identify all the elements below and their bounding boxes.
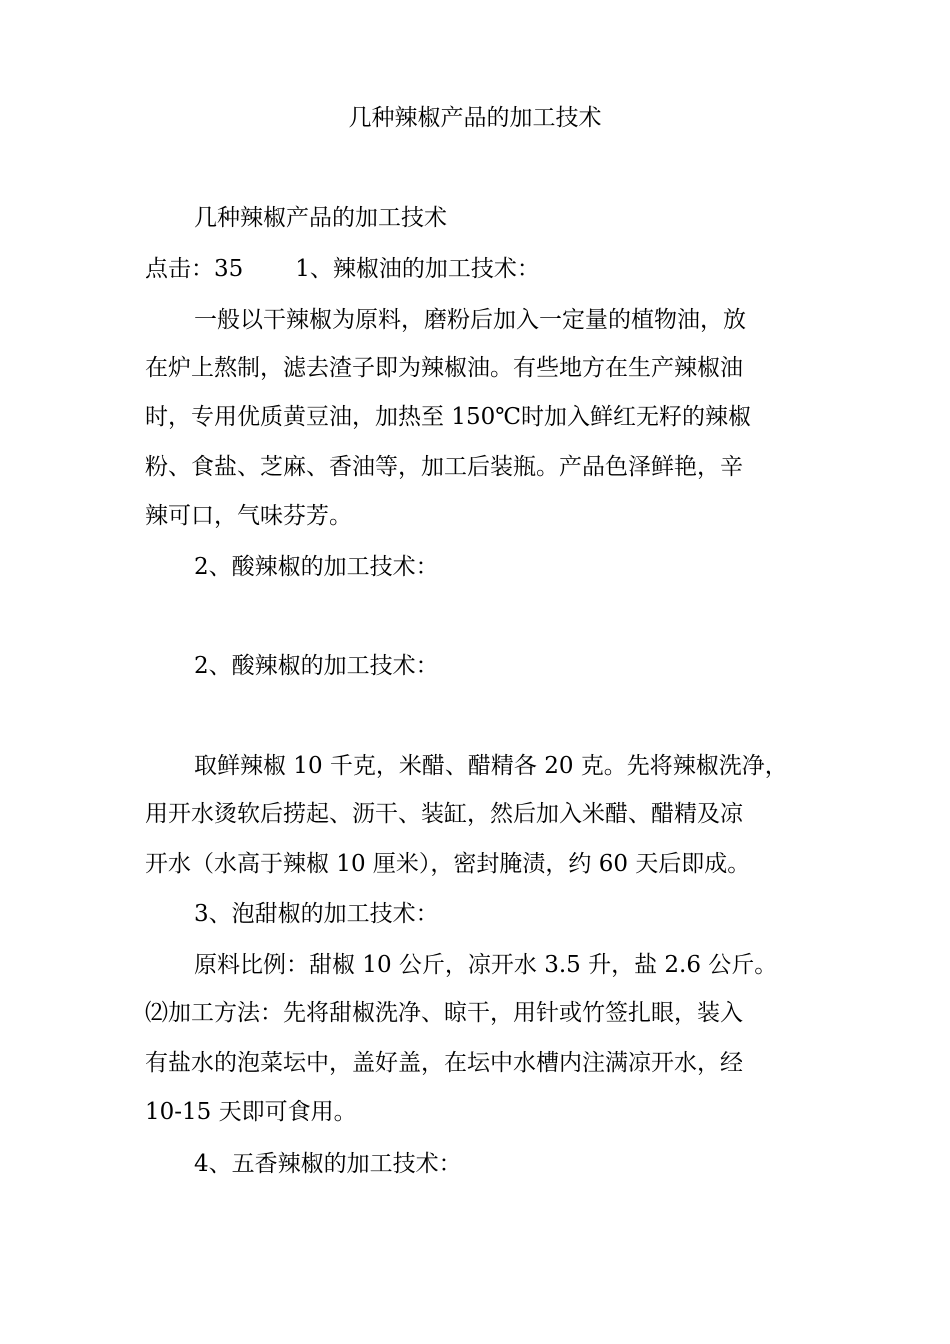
section2-line-3: 开水（水高于辣椒 10 厘米），密封腌渍，约 60 天后即成。 (145, 851, 751, 877)
section1-line-3: 时，专用优质黄豆油，加热至 150℃时加入鲜红无籽的辣椒 (145, 404, 751, 430)
section1-line-2: 在炉上熬制，滤去渣子即为辣椒油。有些地方在生产辣椒油 (145, 355, 743, 381)
section1-line-1: 一般以干辣椒为原料，磨粉后加入一定量的植物油，放 (194, 307, 746, 333)
section1-line-4: 粉、食盐、芝麻、香油等，加工后装瓶。产品色泽鲜艳，辛 (145, 454, 743, 480)
section1-heading: 1、辣椒油的加工技术： (295, 256, 540, 282)
document-title: 几种辣椒产品的加工技术 (348, 105, 602, 131)
document-subtitle: 几种辣椒产品的加工技术 (194, 205, 447, 231)
section2-line-2: 用开水烫软后捞起、沥干、装缸，然后加入米醋、醋精及凉 (145, 801, 743, 827)
section1-line-5: 辣可口，气味芬芳。 (145, 503, 352, 529)
section3-heading: 3、泡甜椒的加工技术： (194, 901, 439, 927)
section2-heading-second: 2、酸辣椒的加工技术： (194, 653, 439, 679)
section3-line-3: 有盐水的泡菜坛中，盖好盖，在坛中水槽内注满凉开水，经 (145, 1050, 743, 1076)
clicks-label: 点击：35 (145, 256, 244, 282)
section2-heading-first: 2、酸辣椒的加工技术： (194, 554, 439, 580)
section3-line-2: ⑵加工方法：先将甜椒洗净、晾干，用针或竹签扎眼，装入 (145, 1000, 743, 1026)
clicks-and-section1-heading (145, 254, 540, 284)
section3-line-4: 10-15 天即可食用。 (145, 1099, 357, 1125)
section3-line-1: 原料比例：甜椒 10 公斤，凉开水 3.5 升，盐 2.6 公斤。 (194, 952, 778, 978)
section4-heading: 4、五香辣椒的加工技术： (194, 1151, 462, 1177)
section2-line-1: 取鲜辣椒 10 千克，米醋、醋精各 20 克。先将辣椒洗净， (194, 753, 788, 779)
